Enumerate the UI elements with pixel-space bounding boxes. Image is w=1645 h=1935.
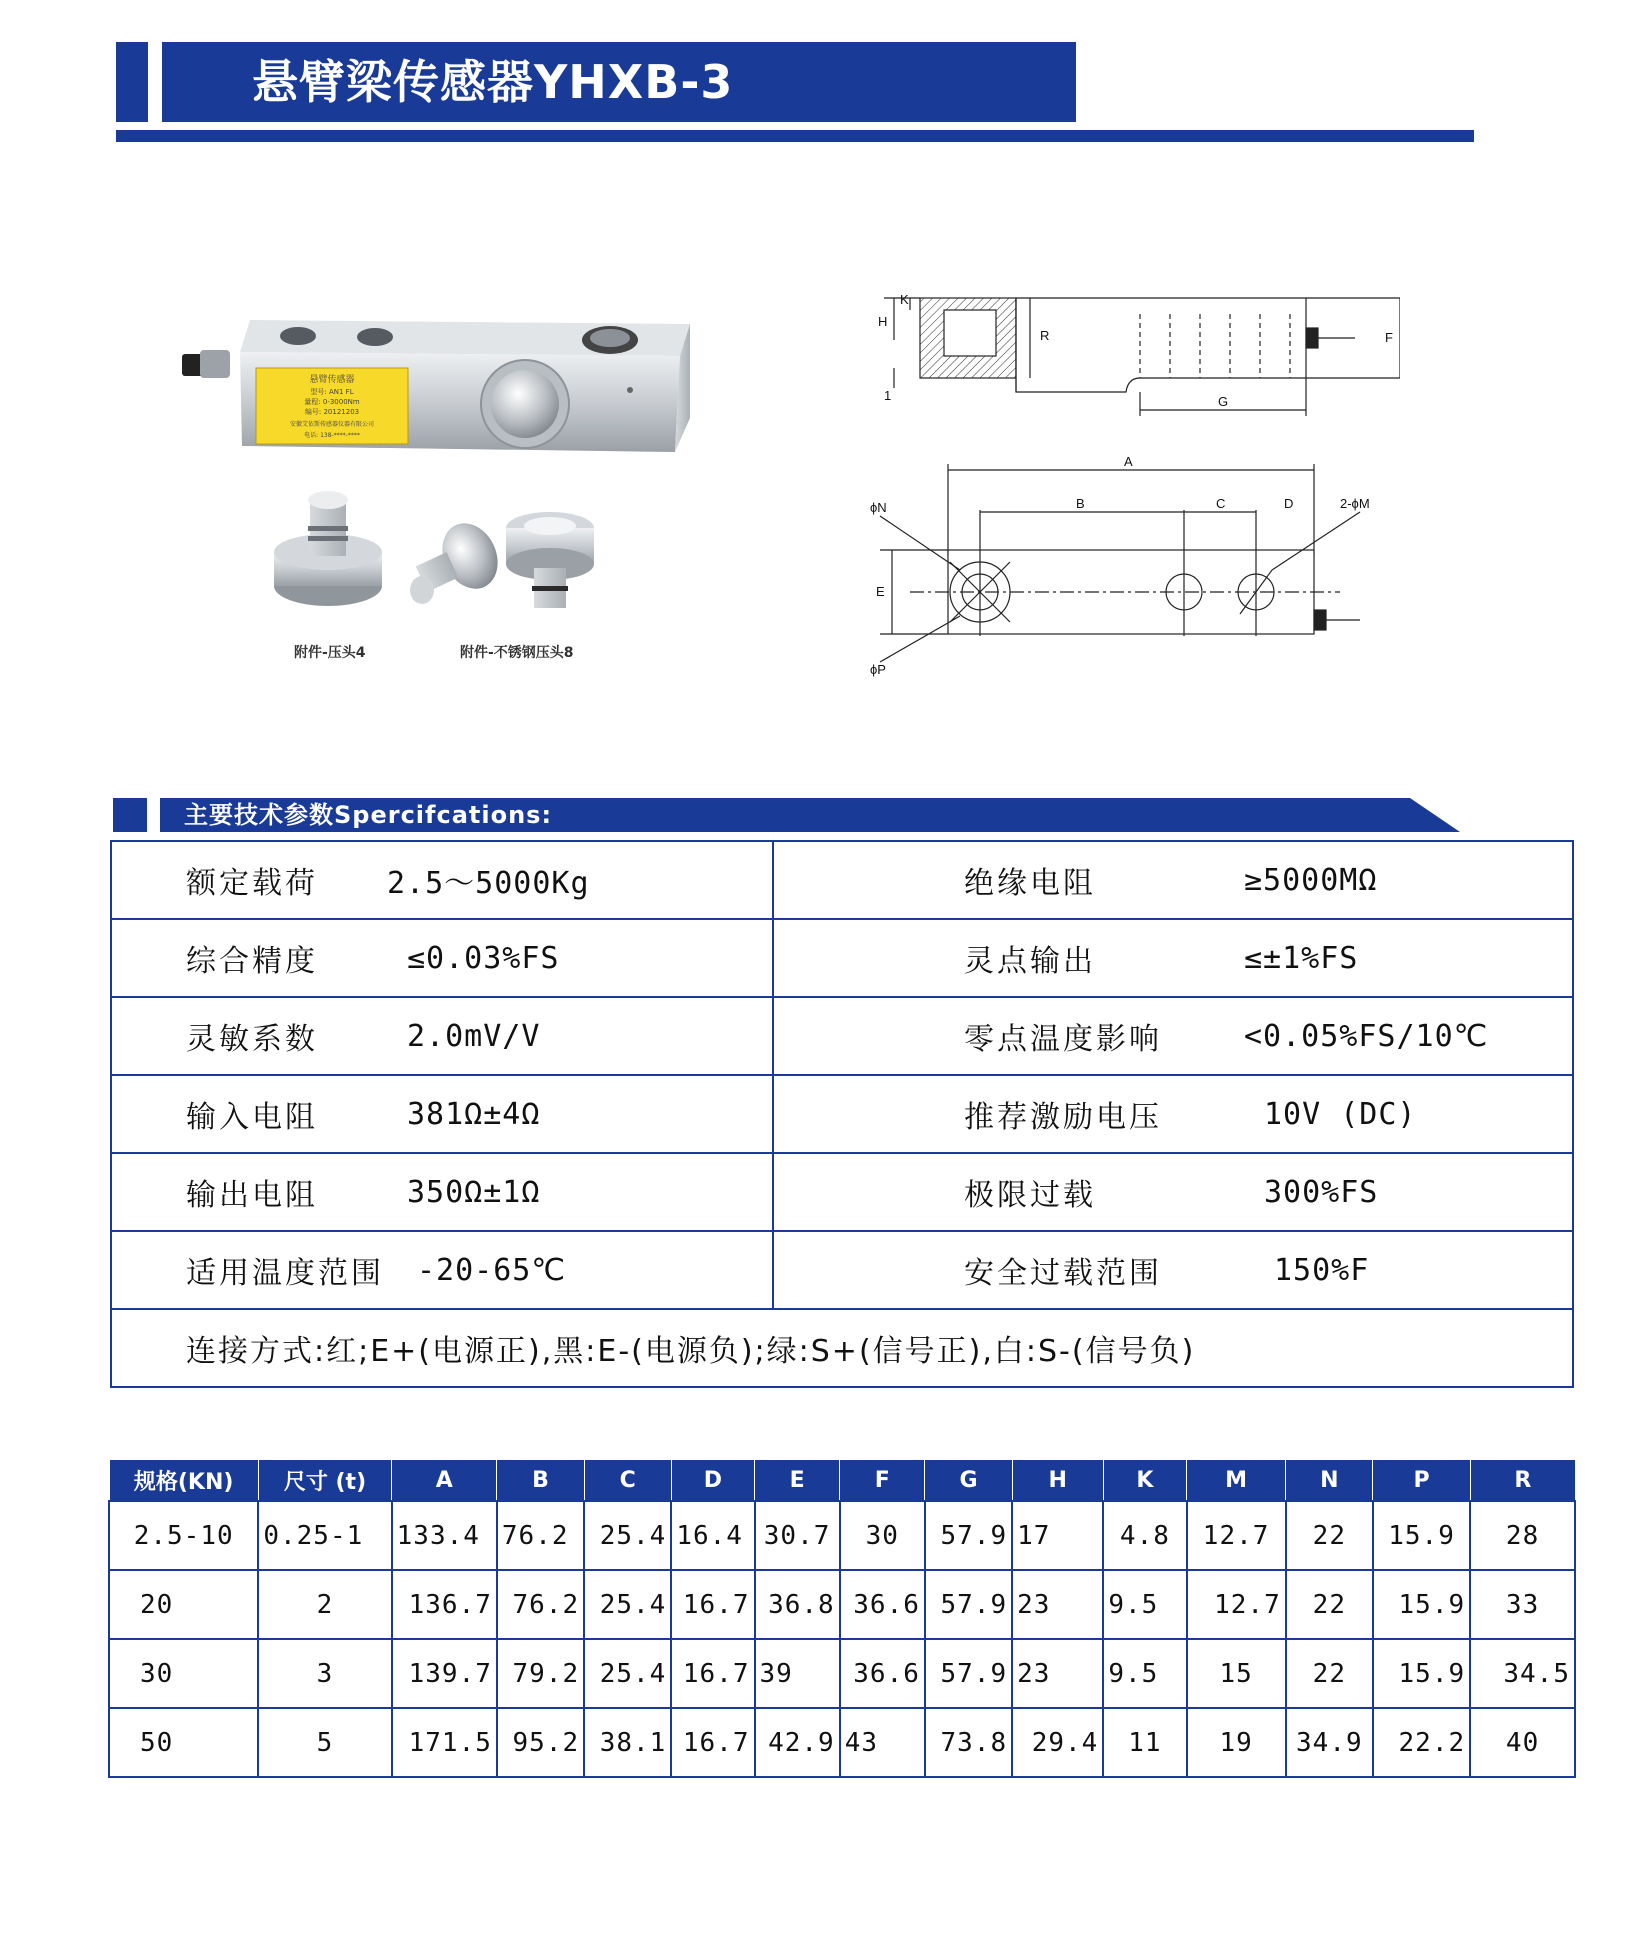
dimension-table (108, 1460, 1576, 1778)
label-line: 悬臂传感器 (309, 375, 355, 385)
dim-cell: 30.7 (755, 1501, 840, 1570)
dimension-row (109, 1501, 1575, 1570)
col-header: D (671, 1460, 754, 1501)
dim-cell: 95.2 (497, 1708, 584, 1777)
dim-cell: 12.7 (1187, 1501, 1286, 1570)
dim-cell: 9.5 (1103, 1570, 1186, 1639)
dim-cell: 9.5 (1103, 1639, 1186, 1708)
dim-cell: 57.9 (925, 1501, 1012, 1570)
dim-cell: 16.7 (671, 1570, 754, 1639)
dim-cell: 133.4 (392, 1501, 497, 1570)
spec-label: 额定载荷 (186, 866, 318, 901)
dim-cell: 15.9 (1373, 1570, 1470, 1639)
dim-cell: 171.5 (392, 1708, 497, 1777)
spec-row (111, 841, 1573, 919)
dim-cell: 15 (1187, 1639, 1286, 1708)
dim-cell: 34.9 (1286, 1708, 1373, 1777)
col-header: 尺寸 (t) (258, 1460, 391, 1501)
dim-cell: 23 (1012, 1570, 1103, 1639)
dim-cell: 39 (755, 1639, 840, 1708)
dim-cell: 50 (109, 1708, 258, 1777)
dim-cell: 2 (258, 1570, 391, 1639)
spec-label: 综合精度 (186, 944, 318, 979)
header-rule (116, 130, 1474, 142)
col-header: R (1470, 1460, 1575, 1501)
spec-accent-block (113, 798, 147, 832)
spec-title: 主要技术参数Spercifcations: (184, 801, 553, 829)
label-line: 安徽艾依斯传感器仪器有限公司 (289, 421, 375, 428)
col-header: N (1286, 1460, 1373, 1501)
col-header: P (1373, 1460, 1470, 1501)
spec-value: 2.5～5000Kg (387, 866, 590, 901)
drawing-svg (840, 280, 1400, 680)
spec-row (111, 1075, 1573, 1153)
dim-cell: 34.5 (1470, 1639, 1575, 1708)
spec-value: 300%FS (1264, 1174, 1379, 1210)
label-line: 电话: 138-****-**** (304, 432, 360, 439)
dim-cell: 16.7 (671, 1639, 754, 1708)
dim-label-n: ϕN (870, 500, 887, 515)
dim-label-h: H (878, 314, 888, 329)
dim-label-1: 1 (884, 388, 892, 403)
spec-label: 推荐激励电压 (964, 1100, 1162, 1135)
spec-value: 381Ω±4Ω (407, 1096, 541, 1132)
dim-cell: 22 (1286, 1501, 1373, 1570)
dim-cell: 11 (1103, 1708, 1186, 1777)
dim-cell: 136.7 (392, 1570, 497, 1639)
dim-cell: 22.2 (1373, 1708, 1470, 1777)
dim-label-e: E (876, 584, 885, 599)
dim-cell: 2.5-10 (109, 1501, 258, 1570)
dimension-row (109, 1708, 1575, 1777)
dim-cell: 33 (1470, 1570, 1575, 1639)
spec-label: 零点温度影响 (964, 1022, 1162, 1057)
dim-cell: 42.9 (755, 1708, 840, 1777)
dim-label-f: F (1385, 330, 1393, 345)
spec-value: <0.05%FS/10℃ (1244, 1018, 1489, 1054)
dim-cell: 25.4 (584, 1639, 671, 1708)
dim-cell: 16.7 (671, 1708, 754, 1777)
spec-label: 输入电阻 (186, 1100, 318, 1135)
header-accent-block (116, 42, 148, 122)
dim-cell: 29.4 (1012, 1708, 1103, 1777)
dim-cell: 20 (109, 1570, 258, 1639)
label-line: 编号: 20121203 (304, 408, 360, 416)
dim-cell: 30 (109, 1639, 258, 1708)
dim-cell: 57.9 (925, 1570, 1012, 1639)
connection-text: 连接方式:红;E+(电源正),黑:E-(电源负);绿:S+(信号正),白:S-(信号负) (186, 1334, 1196, 1369)
spec-value: ≤0.03%FS (407, 940, 560, 976)
label-line: 量程: 0-3000Nm (304, 398, 360, 406)
dim-cell: 25.4 (584, 1570, 671, 1639)
product-photo (170, 300, 730, 660)
spec-row (111, 1231, 1573, 1309)
dim-cell: 3 (258, 1639, 391, 1708)
dim-label-m: 2-ϕM (1340, 496, 1370, 511)
spec-label: 适用温度范围 (186, 1256, 384, 1291)
spec-label: 安全过载范围 (964, 1256, 1162, 1291)
dim-cell: 22 (1286, 1570, 1373, 1639)
dim-cell: 38.1 (584, 1708, 671, 1777)
dim-cell: 76.2 (497, 1570, 584, 1639)
dim-cell: 40 (1470, 1708, 1575, 1777)
spec-value: ≤±1%FS (1244, 940, 1359, 976)
col-header: G (925, 1460, 1012, 1501)
spec-value: 150%F (1274, 1252, 1370, 1288)
dim-label-g: G (1218, 394, 1229, 409)
dim-label-r: R (1040, 328, 1050, 343)
spec-row (111, 1153, 1573, 1231)
spec-connection-row (111, 1309, 1573, 1387)
dim-cell: 19 (1187, 1708, 1286, 1777)
spec-row (111, 919, 1573, 997)
dimension-row (109, 1639, 1575, 1708)
dim-cell: 17 (1012, 1501, 1103, 1570)
dim-label-d: D (1284, 496, 1294, 511)
col-header: H (1012, 1460, 1103, 1501)
dimension-drawing (840, 280, 1400, 680)
dim-cell: 5 (258, 1708, 391, 1777)
dim-cell: 36.8 (755, 1570, 840, 1639)
dim-cell: 16.4 (671, 1501, 754, 1570)
spec-table (110, 840, 1574, 1388)
spec-label: 灵敏系数 (186, 1022, 318, 1057)
spec-label: 输出电阻 (186, 1178, 318, 1213)
dimension-row (109, 1570, 1575, 1639)
col-header: A (392, 1460, 497, 1501)
dim-cell: 15.9 (1373, 1639, 1470, 1708)
dim-cell: 15.9 (1373, 1501, 1470, 1570)
dim-cell: 12.7 (1187, 1570, 1286, 1639)
spec-row (111, 997, 1573, 1075)
accessory-press-head-4 (274, 491, 382, 606)
dim-cell: 30 (840, 1501, 925, 1570)
spec-value: 350Ω±1Ω (407, 1174, 541, 1210)
spec-value: 10V (DC) (1264, 1096, 1417, 1132)
accessory-caption: 附件-不锈钢压头8 (460, 645, 574, 661)
dim-cell: 22 (1286, 1639, 1373, 1708)
col-header: K (1103, 1460, 1186, 1501)
col-header: M (1187, 1460, 1286, 1501)
accessory-press-head-8 (410, 512, 594, 608)
dim-label-k: K (900, 292, 909, 307)
spec-label: 灵点输出 (964, 944, 1096, 979)
spec-value: 2.0mV/V (407, 1018, 541, 1054)
dim-label-a: A (1124, 454, 1133, 469)
dim-cell: 23 (1012, 1639, 1103, 1708)
dim-label-b: B (1076, 496, 1085, 511)
spec-label: 极限过载 (964, 1178, 1096, 1213)
dim-cell: 0.25-1 (258, 1501, 391, 1570)
dim-cell: 57.9 (925, 1639, 1012, 1708)
col-header: F (840, 1460, 925, 1501)
dim-cell: 36.6 (840, 1639, 925, 1708)
load-cell-illustration (170, 300, 730, 660)
dim-cell: 28 (1470, 1501, 1575, 1570)
spec-label: 绝缘电阻 (964, 866, 1096, 901)
label-line: 型号: AN1 FL (310, 388, 354, 396)
dim-label-c: C (1216, 496, 1226, 511)
dim-cell: 25.4 (584, 1501, 671, 1570)
dimension-header-row (109, 1460, 1575, 1501)
dim-cell: 43 (840, 1708, 925, 1777)
dim-cell: 4.8 (1103, 1501, 1186, 1570)
dim-cell: 36.6 (840, 1570, 925, 1639)
page-title: 悬臂梁传感器YHXB-3 (252, 55, 734, 109)
spec-value: ≥5000MΩ (1244, 862, 1378, 898)
col-header: E (755, 1460, 840, 1501)
col-header: B (497, 1460, 584, 1501)
dim-cell: 73.8 (925, 1708, 1012, 1777)
dim-cell: 79.2 (497, 1639, 584, 1708)
dim-label-p: ϕP (870, 662, 886, 677)
col-header: C (584, 1460, 671, 1501)
col-header: 规格(KN) (109, 1460, 258, 1501)
dim-cell: 76.2 (497, 1501, 584, 1570)
accessory-caption: 附件-压头4 (294, 645, 366, 661)
spec-value: -20-65℃ (417, 1252, 567, 1288)
dim-cell: 139.7 (392, 1639, 497, 1708)
